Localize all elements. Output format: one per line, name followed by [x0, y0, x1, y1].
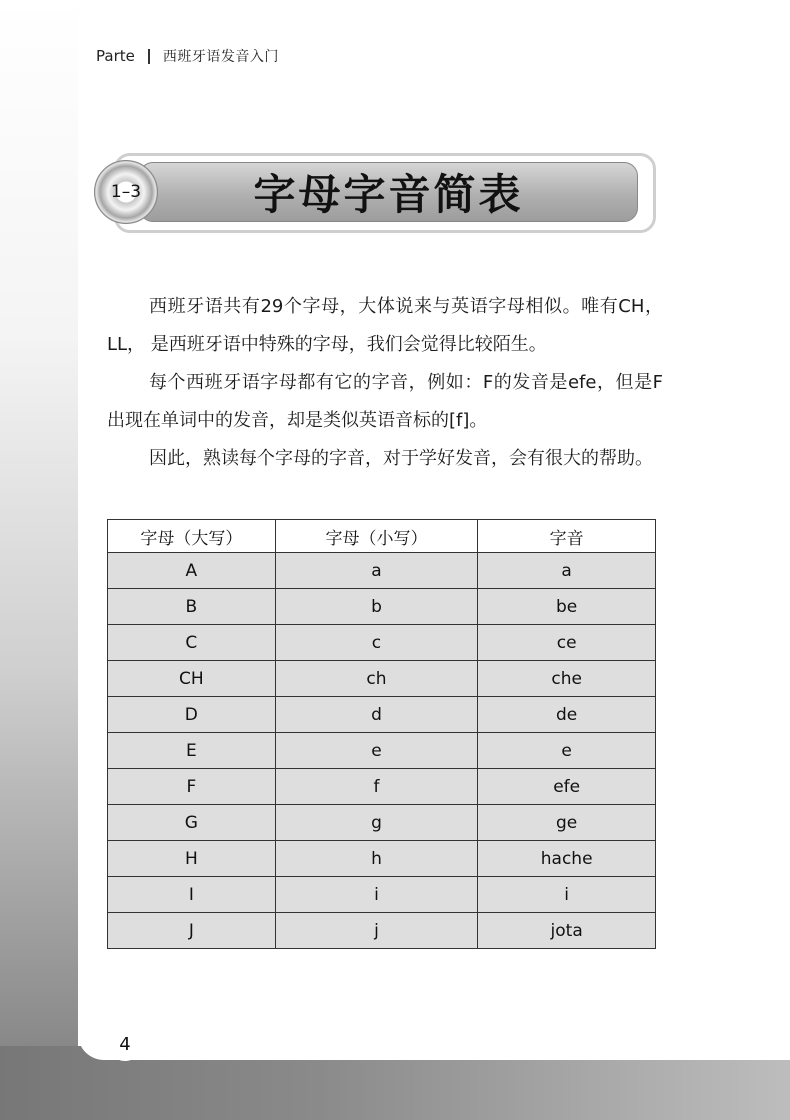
- cell-uppercase: G: [108, 805, 276, 841]
- table-row: [108, 769, 656, 805]
- cell-lowercase: ch: [275, 661, 478, 697]
- page-number: 4: [108, 1027, 142, 1061]
- part-title: 西班牙语发音入门: [162, 49, 279, 65]
- cell-uppercase: B: [108, 589, 276, 625]
- cell-sound: a: [478, 553, 656, 589]
- table-row: [108, 733, 656, 769]
- header-uppercase: 字母（大写）: [108, 520, 276, 553]
- table-row: [108, 589, 656, 625]
- cell-lowercase: j: [275, 913, 478, 949]
- table-row: [108, 697, 656, 733]
- cell-sound: de: [478, 697, 656, 733]
- cell-uppercase: I: [108, 877, 276, 913]
- cell-sound: ge: [478, 805, 656, 841]
- cell-uppercase: F: [108, 769, 276, 805]
- cell-lowercase: i: [275, 877, 478, 913]
- cell-uppercase: C: [108, 625, 276, 661]
- cell-sound: e: [478, 733, 656, 769]
- section-title: 字母字音简表: [253, 170, 524, 219]
- cell-lowercase: d: [275, 697, 478, 733]
- table-row: [108, 625, 656, 661]
- cell-lowercase: a: [275, 553, 478, 589]
- cell-uppercase: J: [108, 913, 276, 949]
- table-row: [108, 841, 656, 877]
- cell-sound: ce: [478, 625, 656, 661]
- section-number: 1–3: [110, 182, 142, 202]
- cell-sound: be: [478, 589, 656, 625]
- left-gradient-band: [0, 0, 78, 1120]
- cell-sound: jota: [478, 913, 656, 949]
- cell-sound: che: [478, 661, 656, 697]
- table-row: [108, 913, 656, 949]
- cell-lowercase: e: [275, 733, 478, 769]
- paragraph-1: 西班牙语共有29个字母，大体说来与英语字母相似。唯有CH，LL， 是西班牙语中特殊的字母，我们会觉得比较陌生。: [107, 296, 663, 355]
- cell-uppercase: E: [108, 733, 276, 769]
- cell-lowercase: g: [275, 805, 478, 841]
- cell-lowercase: f: [275, 769, 478, 805]
- header-sound: 字音: [478, 520, 656, 553]
- cell-lowercase: b: [275, 589, 478, 625]
- cell-sound: efe: [478, 769, 656, 805]
- cell-lowercase: h: [275, 841, 478, 877]
- cell-uppercase: D: [108, 697, 276, 733]
- table-row: [108, 661, 656, 697]
- table-row: [108, 805, 656, 841]
- paragraph-3: 因此，熟读每个字母的字音，对于学好发音，会有很大的帮助。: [149, 448, 653, 469]
- cell-uppercase: CH: [108, 661, 276, 697]
- alphabet-table: [107, 519, 656, 949]
- cell-sound: hache: [478, 841, 656, 877]
- cell-uppercase: H: [108, 841, 276, 877]
- part-numeral: [148, 49, 150, 64]
- cell-uppercase: A: [108, 553, 276, 589]
- cell-lowercase: c: [275, 625, 478, 661]
- running-header: [96, 46, 279, 66]
- table-header-row: [108, 520, 656, 553]
- cell-sound: i: [478, 877, 656, 913]
- paragraph-2: 每个西班牙语字母都有它的字音，例如：F的发音是efe，但是F出现在单词中的发音，却是类似英语音标的[f]。: [107, 372, 663, 431]
- part-label: Parte: [96, 47, 135, 65]
- body-text: [107, 288, 663, 478]
- header-lowercase: 字母（小写）: [275, 520, 478, 553]
- table-row: [108, 877, 656, 913]
- table-row: [108, 553, 656, 589]
